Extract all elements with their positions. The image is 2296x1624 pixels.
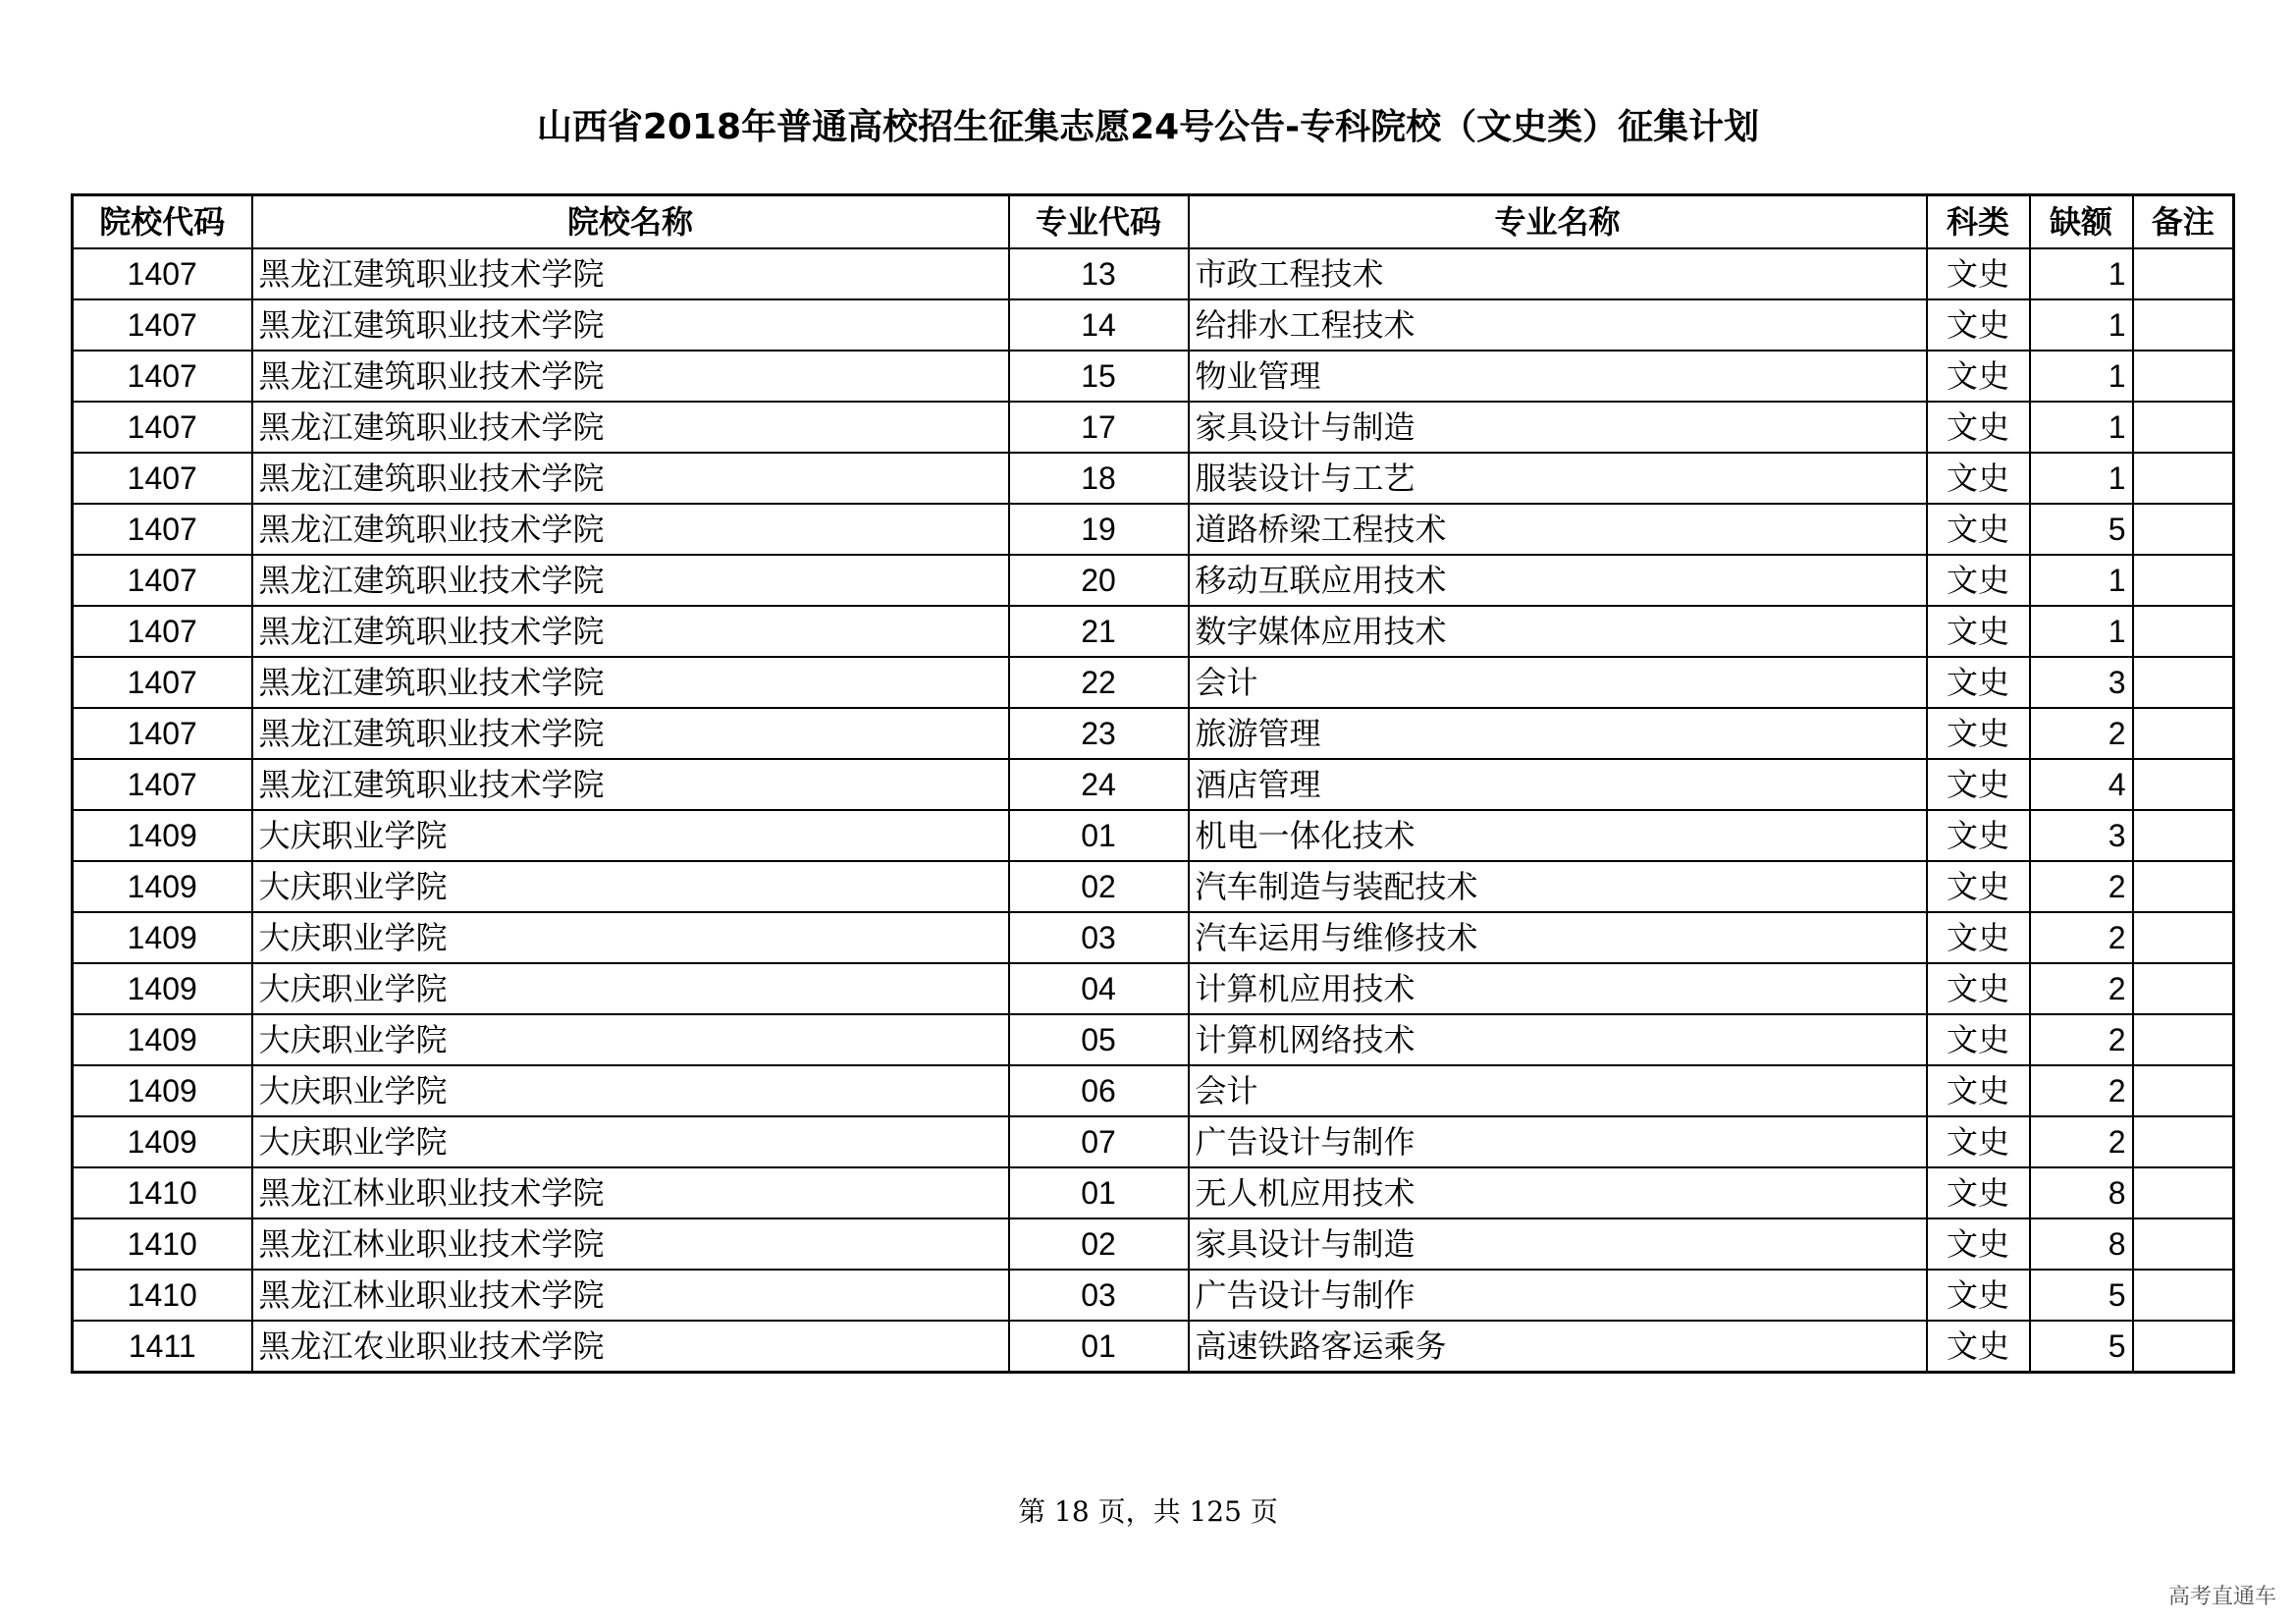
cell-vacancies: 2	[2030, 1014, 2133, 1065]
cell-vacancies: 5	[2030, 504, 2133, 555]
cell-note	[2133, 1218, 2234, 1270]
header-note: 备注	[2133, 195, 2234, 249]
cell-note	[2133, 1116, 2234, 1167]
cell-vacancies: 2	[2030, 708, 2133, 759]
cell-vacancies: 5	[2030, 1270, 2133, 1321]
cell-major-code: 06	[1009, 1065, 1189, 1116]
table-row	[73, 351, 2234, 402]
cell-note	[2133, 810, 2234, 861]
header-school-code: 院校代码	[73, 195, 252, 249]
cell-category: 文史	[1927, 1116, 2030, 1167]
cell-category: 文史	[1927, 453, 2030, 504]
page-number: 第 18 页，共 125 页	[1018, 1495, 1278, 1528]
table-row	[73, 759, 2234, 810]
cell-category: 文史	[1927, 351, 2030, 402]
table-row	[73, 1321, 2234, 1373]
cell-note	[2133, 555, 2234, 606]
cell-vacancies: 5	[2030, 1321, 2133, 1373]
cell-category: 文史	[1927, 1270, 2030, 1321]
cell-school-name: 黑龙江林业职业技术学院	[252, 1218, 1009, 1270]
cell-vacancies: 1	[2030, 299, 2133, 351]
table-row	[73, 1167, 2234, 1218]
cell-major-name: 会计	[1189, 657, 1927, 708]
table-row	[73, 657, 2234, 708]
cell-category: 文史	[1927, 1014, 2030, 1065]
cell-school-name: 大庆职业学院	[252, 861, 1009, 912]
cell-major-code: 01	[1009, 1321, 1189, 1373]
cell-school-code: 1409	[73, 963, 252, 1014]
cell-note	[2133, 759, 2234, 810]
header-major-code: 专业代码	[1009, 195, 1189, 249]
cell-category: 文史	[1927, 606, 2030, 657]
cell-category: 文史	[1927, 1218, 2030, 1270]
cell-major-code: 04	[1009, 963, 1189, 1014]
document-title: 山西省2018年普通高校招生征集志愿24号公告-专科院校（文史类）征集计划	[536, 107, 1760, 147]
cell-note	[2133, 1321, 2234, 1373]
cell-note	[2133, 504, 2234, 555]
header-category: 科类	[1927, 195, 2030, 249]
cell-school-code: 1410	[73, 1270, 252, 1321]
cell-vacancies: 2	[2030, 963, 2133, 1014]
cell-major-name: 服装设计与工艺	[1189, 453, 1927, 504]
cell-major-name: 市政工程技术	[1189, 248, 1927, 299]
cell-school-code: 1409	[73, 1065, 252, 1116]
cell-category: 文史	[1927, 299, 2030, 351]
cell-school-name: 大庆职业学院	[252, 912, 1009, 963]
cell-category: 文史	[1927, 504, 2030, 555]
cell-school-code: 1407	[73, 708, 252, 759]
cell-vacancies: 1	[2030, 248, 2133, 299]
cell-school-code: 1407	[73, 657, 252, 708]
cell-school-code: 1410	[73, 1167, 252, 1218]
cell-note	[2133, 1270, 2234, 1321]
cell-school-code: 1409	[73, 1116, 252, 1167]
cell-note	[2133, 963, 2234, 1014]
cell-major-name: 移动互联应用技术	[1189, 555, 1927, 606]
cell-note	[2133, 453, 2234, 504]
cell-major-code: 13	[1009, 248, 1189, 299]
cell-major-code: 14	[1009, 299, 1189, 351]
cell-vacancies: 1	[2030, 606, 2133, 657]
cell-major-name: 机电一体化技术	[1189, 810, 1927, 861]
cell-vacancies: 2	[2030, 1116, 2133, 1167]
cell-school-name: 黑龙江建筑职业技术学院	[252, 555, 1009, 606]
table-body	[73, 248, 2234, 1373]
cell-category: 文史	[1927, 1167, 2030, 1218]
cell-note	[2133, 1167, 2234, 1218]
header-vacancies: 缺额	[2030, 195, 2133, 249]
cell-note	[2133, 351, 2234, 402]
cell-school-name: 黑龙江建筑职业技术学院	[252, 606, 1009, 657]
cell-school-code: 1407	[73, 248, 252, 299]
cell-school-code: 1407	[73, 299, 252, 351]
cell-school-name: 黑龙江建筑职业技术学院	[252, 402, 1009, 453]
table-row	[73, 606, 2234, 657]
cell-category: 文史	[1927, 1065, 2030, 1116]
cell-school-code: 1407	[73, 606, 252, 657]
cell-school-name: 大庆职业学院	[252, 810, 1009, 861]
cell-school-code: 1409	[73, 810, 252, 861]
cell-school-name: 黑龙江建筑职业技术学院	[252, 657, 1009, 708]
cell-school-code: 1407	[73, 759, 252, 810]
cell-major-code: 19	[1009, 504, 1189, 555]
table-row	[73, 810, 2234, 861]
table-row	[73, 861, 2234, 912]
cell-school-code: 1407	[73, 555, 252, 606]
cell-major-name: 道路桥梁工程技术	[1189, 504, 1927, 555]
table-row	[73, 963, 2234, 1014]
table-header-row	[73, 195, 2234, 249]
header-school-name: 院校名称	[252, 195, 1009, 249]
cell-category: 文史	[1927, 402, 2030, 453]
cell-vacancies: 1	[2030, 402, 2133, 453]
table-row	[73, 1116, 2234, 1167]
cell-major-name: 物业管理	[1189, 351, 1927, 402]
cell-note	[2133, 1014, 2234, 1065]
table-row	[73, 555, 2234, 606]
cell-note	[2133, 912, 2234, 963]
cell-major-name: 广告设计与制作	[1189, 1116, 1927, 1167]
cell-note	[2133, 299, 2234, 351]
cell-major-code: 17	[1009, 402, 1189, 453]
cell-school-name: 大庆职业学院	[252, 1014, 1009, 1065]
table-row	[73, 299, 2234, 351]
cell-school-code: 1410	[73, 1218, 252, 1270]
cell-major-name: 汽车运用与维修技术	[1189, 912, 1927, 963]
cell-major-name: 会计	[1189, 1065, 1927, 1116]
cell-school-code: 1409	[73, 861, 252, 912]
cell-major-name: 汽车制造与装配技术	[1189, 861, 1927, 912]
cell-vacancies: 1	[2030, 351, 2133, 402]
cell-major-name: 计算机应用技术	[1189, 963, 1927, 1014]
cell-major-code: 01	[1009, 1167, 1189, 1218]
table-row	[73, 402, 2234, 453]
cell-major-name: 家具设计与制造	[1189, 1218, 1927, 1270]
cell-note	[2133, 1065, 2234, 1116]
cell-category: 文史	[1927, 657, 2030, 708]
cell-major-name: 高速铁路客运乘务	[1189, 1321, 1927, 1373]
cell-vacancies: 2	[2030, 1065, 2133, 1116]
cell-school-code: 1407	[73, 402, 252, 453]
cell-school-name: 黑龙江建筑职业技术学院	[252, 504, 1009, 555]
cell-school-name: 黑龙江建筑职业技术学院	[252, 759, 1009, 810]
cell-vacancies: 3	[2030, 810, 2133, 861]
cell-school-code: 1407	[73, 453, 252, 504]
cell-vacancies: 1	[2030, 555, 2133, 606]
header-major-name: 专业名称	[1189, 195, 1927, 249]
enrollment-plan-table	[71, 193, 2235, 1374]
table-row	[73, 453, 2234, 504]
cell-category: 文史	[1927, 1321, 2030, 1373]
cell-vacancies: 2	[2030, 912, 2133, 963]
cell-vacancies: 8	[2030, 1167, 2133, 1218]
cell-note	[2133, 657, 2234, 708]
cell-major-name: 家具设计与制造	[1189, 402, 1927, 453]
cell-major-code: 02	[1009, 861, 1189, 912]
cell-category: 文史	[1927, 555, 2030, 606]
cell-school-name: 黑龙江农业职业技术学院	[252, 1321, 1009, 1373]
cell-school-name: 黑龙江建筑职业技术学院	[252, 299, 1009, 351]
cell-major-code: 05	[1009, 1014, 1189, 1065]
cell-school-name: 黑龙江建筑职业技术学院	[252, 351, 1009, 402]
cell-school-name: 黑龙江林业职业技术学院	[252, 1270, 1009, 1321]
cell-major-code: 22	[1009, 657, 1189, 708]
table-row	[73, 912, 2234, 963]
cell-category: 文史	[1927, 912, 2030, 963]
cell-major-code: 21	[1009, 606, 1189, 657]
cell-vacancies: 3	[2030, 657, 2133, 708]
cell-note	[2133, 708, 2234, 759]
table-row	[73, 248, 2234, 299]
watermark-text: 高考直通车	[2167, 1585, 2276, 1609]
table-row	[73, 708, 2234, 759]
cell-school-code: 1409	[73, 912, 252, 963]
cell-vacancies: 2	[2030, 861, 2133, 912]
cell-school-code: 1409	[73, 1014, 252, 1065]
cell-category: 文史	[1927, 963, 2030, 1014]
cell-major-code: 03	[1009, 1270, 1189, 1321]
table-row	[73, 1218, 2234, 1270]
cell-major-name: 给排水工程技术	[1189, 299, 1927, 351]
cell-note	[2133, 248, 2234, 299]
cell-vacancies: 8	[2030, 1218, 2133, 1270]
cell-school-code: 1407	[73, 504, 252, 555]
cell-category: 文史	[1927, 861, 2030, 912]
cell-major-name: 计算机网络技术	[1189, 1014, 1927, 1065]
cell-school-code: 1407	[73, 351, 252, 402]
cell-vacancies: 4	[2030, 759, 2133, 810]
cell-major-code: 07	[1009, 1116, 1189, 1167]
table-row	[73, 504, 2234, 555]
table-row	[73, 1014, 2234, 1065]
cell-category: 文史	[1927, 810, 2030, 861]
cell-school-name: 黑龙江建筑职业技术学院	[252, 708, 1009, 759]
cell-category: 文史	[1927, 708, 2030, 759]
cell-major-name: 酒店管理	[1189, 759, 1927, 810]
table-row	[73, 1065, 2234, 1116]
cell-note	[2133, 861, 2234, 912]
cell-note	[2133, 606, 2234, 657]
cell-category: 文史	[1927, 759, 2030, 810]
cell-major-name: 旅游管理	[1189, 708, 1927, 759]
cell-major-code: 02	[1009, 1218, 1189, 1270]
cell-major-code: 20	[1009, 555, 1189, 606]
cell-vacancies: 1	[2030, 453, 2133, 504]
cell-school-name: 黑龙江建筑职业技术学院	[252, 453, 1009, 504]
cell-major-code: 03	[1009, 912, 1189, 963]
cell-major-name: 无人机应用技术	[1189, 1167, 1927, 1218]
cell-major-code: 15	[1009, 351, 1189, 402]
cell-major-code: 23	[1009, 708, 1189, 759]
cell-note	[2133, 402, 2234, 453]
cell-major-code: 01	[1009, 810, 1189, 861]
cell-major-code: 18	[1009, 453, 1189, 504]
cell-major-name: 广告设计与制作	[1189, 1270, 1927, 1321]
cell-major-name: 数字媒体应用技术	[1189, 606, 1927, 657]
cell-school-name: 大庆职业学院	[252, 1116, 1009, 1167]
cell-school-name: 大庆职业学院	[252, 963, 1009, 1014]
cell-school-name: 大庆职业学院	[252, 1065, 1009, 1116]
cell-school-name: 黑龙江建筑职业技术学院	[252, 248, 1009, 299]
cell-school-name: 黑龙江林业职业技术学院	[252, 1167, 1009, 1218]
cell-school-code: 1411	[73, 1321, 252, 1373]
cell-major-code: 24	[1009, 759, 1189, 810]
cell-category: 文史	[1927, 248, 2030, 299]
table-row	[73, 1270, 2234, 1321]
